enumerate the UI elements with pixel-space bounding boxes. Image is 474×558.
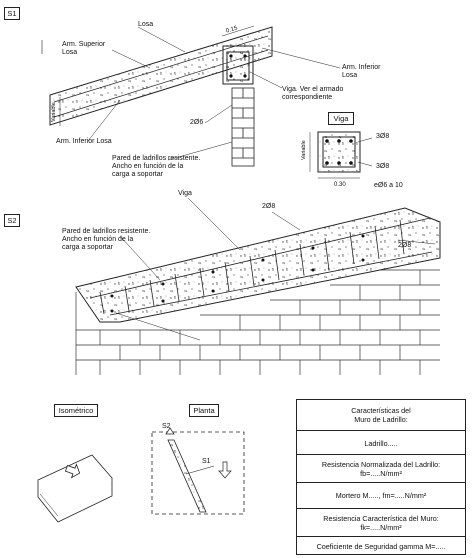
label-bars-right-s2: 2Ø8 [398, 242, 412, 249]
table-row [297, 482, 465, 508]
iso-title: Isométrico [54, 404, 98, 417]
plan-title: Planta [189, 404, 219, 417]
beam-detail-title: Viga [328, 112, 354, 125]
label-slab: Losa [138, 21, 154, 28]
label-wall-2: Ancho en función de la [112, 163, 184, 170]
plan-view [152, 428, 244, 514]
s1-brick-wall [232, 88, 254, 166]
label-beam-width: 0.30 [334, 182, 346, 188]
label-dim-015: 0.15 [225, 25, 239, 35]
s1-beam [223, 46, 253, 84]
label-plan-s1: S1 [202, 458, 211, 465]
label-wall-s2-3: carga a soportar [62, 244, 113, 251]
table-row [297, 454, 465, 482]
table-row [297, 406, 465, 424]
label-wall-s2-2: Ancho en función de la [62, 236, 134, 243]
label-top-bars: 3Ø8 [376, 133, 390, 140]
label-stirrup-s1: 2Ø6 [190, 119, 204, 126]
table-row [297, 508, 465, 536]
label-beam-note-1: Viga. Ver el armado [282, 86, 344, 93]
section-tag-s1: S1 [4, 7, 20, 20]
label-stirrups: eØ6 a 10 [374, 182, 403, 189]
section-tag-s2: S2 [4, 214, 20, 227]
label-bottom-rebar-left: Arm. Inferior Losa [56, 138, 112, 145]
label-bottom-rebar: Arm. Inferior [342, 64, 381, 71]
table-cell: Resistencia Característica del Muro: [323, 514, 439, 523]
label-top-rebar-2: Losa [62, 49, 78, 56]
label-bars-top-s2: 2Ø8 [262, 203, 276, 210]
table-cell: Características del [351, 406, 411, 415]
label-variable-beam: Variable [301, 140, 307, 160]
label-wall-3: carga a soportar [112, 171, 163, 178]
table-cell: fk=.....N/mm² [360, 523, 402, 532]
label-top-rebar: Arm. Superior [62, 41, 106, 48]
table-row [297, 430, 465, 454]
table-cell: Mortero M....., fm=.....N/mm² [335, 491, 427, 500]
label-beam-s2: Viga [178, 190, 192, 197]
table-cell: Muro de Ladrillo: [354, 415, 408, 424]
table-cell: Ladrillo..... [364, 439, 398, 448]
label-bottom-bars: 3Ø8 [376, 163, 390, 170]
table-cell: Coeficiente de Seguridad gamma M=..... [316, 542, 446, 551]
label-variable-s1: Variable [51, 102, 57, 122]
label-wall-1: Pared de ladrillos resistente. [112, 155, 201, 162]
table-cell: Resistencia Normalizada del Ladrillo: [321, 460, 441, 469]
table-row [297, 536, 465, 555]
label-beam-note-2: correspondiente [282, 94, 333, 101]
label-plan-s2: S2 [162, 423, 171, 430]
label-bottom-rebar-2: Losa [342, 72, 358, 79]
label-wall-s2-1: Pared de ladrillos resistente. [62, 228, 151, 235]
beam-detail [310, 132, 372, 178]
isometric-view [38, 455, 112, 522]
wall-characteristics-table [296, 399, 466, 555]
table-cell: fb=.....N/mm² [360, 469, 402, 478]
